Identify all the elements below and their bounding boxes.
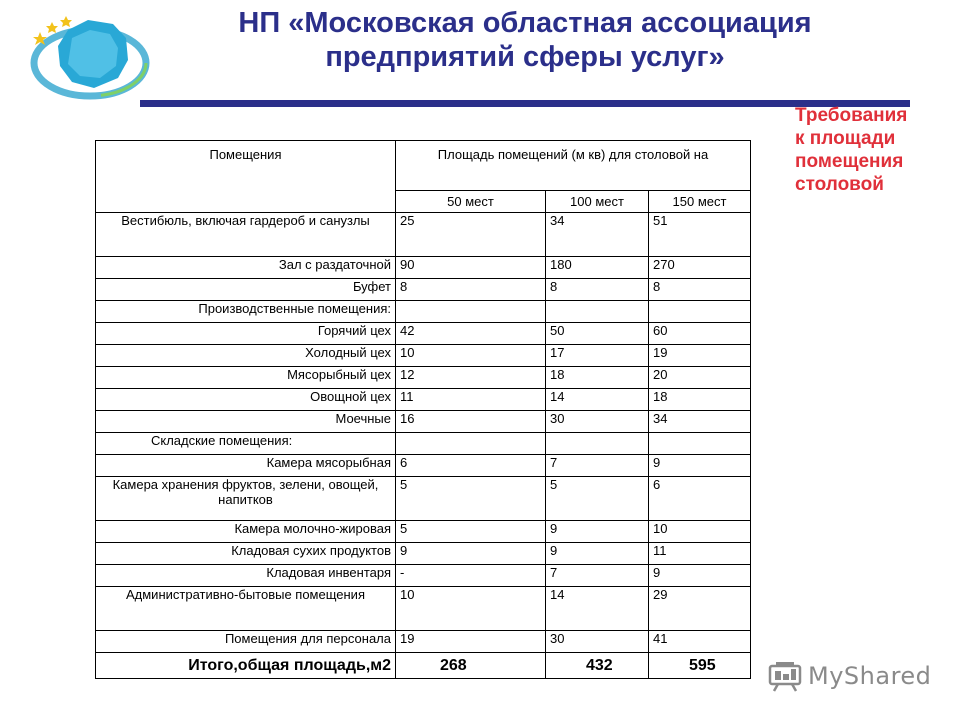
side-note <box>795 104 955 196</box>
value-150: 29 <box>649 587 751 631</box>
table-row <box>96 587 751 631</box>
value-100: 34 <box>546 213 649 257</box>
value-100: 9 <box>546 521 649 543</box>
table-row <box>96 477 751 521</box>
value-100: 5 <box>546 477 649 521</box>
table-row <box>96 367 751 389</box>
total-100: 432 <box>546 653 649 679</box>
value-150: 41 <box>649 631 751 653</box>
row-name: Складские помещения: <box>96 433 396 455</box>
value-150: 11 <box>649 543 751 565</box>
row-name: Кладовая сухих продуктов <box>96 543 396 565</box>
moscow-region-map-logo-icon <box>28 8 158 103</box>
table-row <box>96 411 751 433</box>
header-50-seats: 50 мест <box>396 191 546 213</box>
row-name: Овощной цех <box>96 389 396 411</box>
value-50: 42 <box>396 323 546 345</box>
table-row <box>96 345 751 367</box>
value-50: 9 <box>396 543 546 565</box>
row-name: Административно-бытовые помещения <box>96 587 396 631</box>
presentation-board-icon <box>768 660 802 692</box>
value-100: 14 <box>546 389 649 411</box>
value-50: 19 <box>396 631 546 653</box>
side-note-line-3: помещения <box>795 151 904 172</box>
row-name: Буфет <box>96 279 396 301</box>
table-row <box>96 565 751 587</box>
value-150 <box>649 433 751 455</box>
title-line-1: НП «Московская областная ассоциация <box>238 7 812 39</box>
value-150: 10 <box>649 521 751 543</box>
row-name: Зал с раздаточной <box>96 257 396 279</box>
value-100: 30 <box>546 411 649 433</box>
watermark-text: MyShared <box>808 662 932 690</box>
value-50 <box>396 433 546 455</box>
value-100: 7 <box>546 565 649 587</box>
total-150: 595 <box>649 653 751 679</box>
row-name: Камера молочно-жировая <box>96 521 396 543</box>
value-150: 6 <box>649 477 751 521</box>
value-100: 180 <box>546 257 649 279</box>
table-row <box>96 455 751 477</box>
value-100 <box>546 433 649 455</box>
value-150: 19 <box>649 345 751 367</box>
row-name: Камера мясорыбная <box>96 455 396 477</box>
value-50: 25 <box>396 213 546 257</box>
value-100: 30 <box>546 631 649 653</box>
value-50: 10 <box>396 345 546 367</box>
value-100: 9 <box>546 543 649 565</box>
table-row <box>96 323 751 345</box>
page-title <box>175 6 875 74</box>
header-rooms: Помещения <box>96 141 396 213</box>
value-150: 9 <box>649 455 751 477</box>
value-100: 18 <box>546 367 649 389</box>
value-100 <box>546 301 649 323</box>
table-row <box>96 631 751 653</box>
total-label: Итого,общая площадь,м2 <box>96 653 396 679</box>
table-row <box>96 301 751 323</box>
row-name: Камера хранения фруктов, зелени, овощей, напитков <box>96 477 396 521</box>
row-name: Моечные <box>96 411 396 433</box>
value-50: 5 <box>396 477 546 521</box>
header-area: Площадь помещений (м кв) для столовой на <box>396 141 751 191</box>
value-150: 18 <box>649 389 751 411</box>
side-note-line-2: к площади <box>795 128 896 149</box>
value-50: - <box>396 565 546 587</box>
requirements-table <box>95 140 751 679</box>
value-100: 50 <box>546 323 649 345</box>
value-150: 270 <box>649 257 751 279</box>
value-50: 8 <box>396 279 546 301</box>
row-name: Вестибюль, включая гардероб и санузлы <box>96 213 396 257</box>
value-150: 60 <box>649 323 751 345</box>
row-name: Кладовая инвентаря <box>96 565 396 587</box>
row-name: Холодный цех <box>96 345 396 367</box>
table-row <box>96 389 751 411</box>
value-150: 20 <box>649 367 751 389</box>
row-name: Помещения для персонала <box>96 631 396 653</box>
value-100: 17 <box>546 345 649 367</box>
value-50: 5 <box>396 521 546 543</box>
value-150 <box>649 301 751 323</box>
value-50: 90 <box>396 257 546 279</box>
row-name: Мясорыбный цех <box>96 367 396 389</box>
value-150: 51 <box>649 213 751 257</box>
value-50 <box>396 301 546 323</box>
value-50: 11 <box>396 389 546 411</box>
table-row <box>96 213 751 257</box>
total-50: 268 <box>396 653 546 679</box>
value-50: 6 <box>396 455 546 477</box>
table-row <box>96 521 751 543</box>
table-row <box>96 433 751 455</box>
row-name: Горячий цех <box>96 323 396 345</box>
value-100: 8 <box>546 279 649 301</box>
side-note-line-4: столовой <box>795 174 884 195</box>
watermark <box>768 656 938 696</box>
table-row <box>96 543 751 565</box>
total-row <box>96 653 751 679</box>
table-row <box>96 257 751 279</box>
row-name: Производственные помещения: <box>96 301 396 323</box>
value-150: 8 <box>649 279 751 301</box>
value-150: 9 <box>649 565 751 587</box>
value-50: 12 <box>396 367 546 389</box>
value-100: 7 <box>546 455 649 477</box>
side-note-line-1: Требования <box>795 105 908 126</box>
value-100: 14 <box>546 587 649 631</box>
value-50: 10 <box>396 587 546 631</box>
value-50: 16 <box>396 411 546 433</box>
header-100-seats: 100 мест <box>546 191 649 213</box>
title-line-2: предприятий сферы услуг» <box>325 41 725 73</box>
header-150-seats: 150 мест <box>649 191 751 213</box>
table-row <box>96 279 751 301</box>
value-150: 34 <box>649 411 751 433</box>
